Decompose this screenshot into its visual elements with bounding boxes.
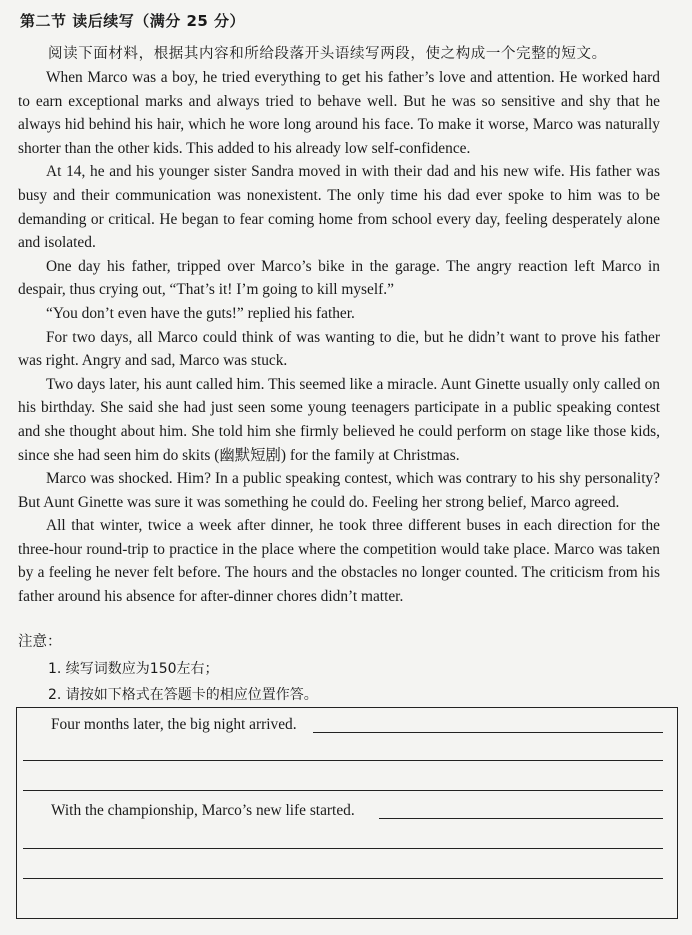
passage-paragraph: For two days, all Marco could think of was wanting to die, but he didn’t want to prove his father was right. Angry and sad, Marco was stuck. [18,328,660,370]
reading-passage [18,66,660,609]
notes-title: 注意： [18,634,62,650]
instruction-text: 阅读下面材料，根据其内容和所给段落开头语续写两段，使之构成一个完整的短文。 [48,46,607,62]
passage-paragraph: One day his father, tripped over Marco’s bike in the garage. The angry reaction left Marco in despair, thus crying out, “That’s it! I’m going to kill myself.” [18,257,660,299]
writing-line[interactable] [23,760,663,761]
passage-paragraph: Two days later, his aunt called him. This seemed like a miracle. Aunt Ginette usually only called on his birthday. She said she had just seen some young teenagers participate in a public speaking contest and she thought about him. She told him she firmly believed he could perform on stage like those kids, since she had seen him do skits (幽默短剧) for the family at Christmas. [18,375,660,464]
passage-paragraph: All that winter, twice a week after dinner, he took three different buses in each direction for the three-hour round-trip to practice in the place where the competition would take place. Marco was taken by a feeling he never felt before. The hours and the obstacles no longer counted. The criticism from his father around his absence for after-dinner chores didn’t matter. [18,517,660,606]
passage-paragraph: At 14, he and his younger sister Sandra moved in with their dad and his new wife. His father was busy and their communication was nonexistent. The only time his dad ever spoke to him was to be demanding or critical. He began to fear coming home from school every day, feeling desperately alone and isolated. [18,163,660,252]
writing-line[interactable] [379,818,663,819]
passage-paragraph: When Marco was a boy, he tried everything to get his father’s love and attention. He worked hard to earn exceptional marks and always tried to behave well. But he was so sensitive and shy that he always hid behind his hair, which he wore long around his face. To make it worse, Marco was naturally shorter than the other kids. This added to his already low self-confidence. [18,69,660,157]
passage-paragraph: “You don’t even have the guts!” replied his father. [46,304,355,322]
note-item: 2. 请按如下格式在答题卡的相应位置作答。 [48,687,318,703]
writing-line[interactable] [313,732,663,733]
paragraph-starter-1: Four months later, the big night arrived. [51,716,297,733]
writing-line[interactable] [23,790,663,791]
section-title: 第二节 读后续写（满分 25 分） [20,12,246,30]
writing-line[interactable] [23,878,663,879]
paragraph-starter-2: With the championship, Marco’s new life started. [51,802,355,819]
writing-line[interactable] [23,848,663,849]
passage-paragraph: Marco was shocked. Him? In a public speaking contest, which was contrary to his shy personality? But Aunt Ginette was sure it was something he could do. Feeling her strong belief, Marco agreed. [18,470,660,511]
answer-box [16,707,678,919]
note-item: 1. 续写词数应为150左右； [48,661,219,677]
